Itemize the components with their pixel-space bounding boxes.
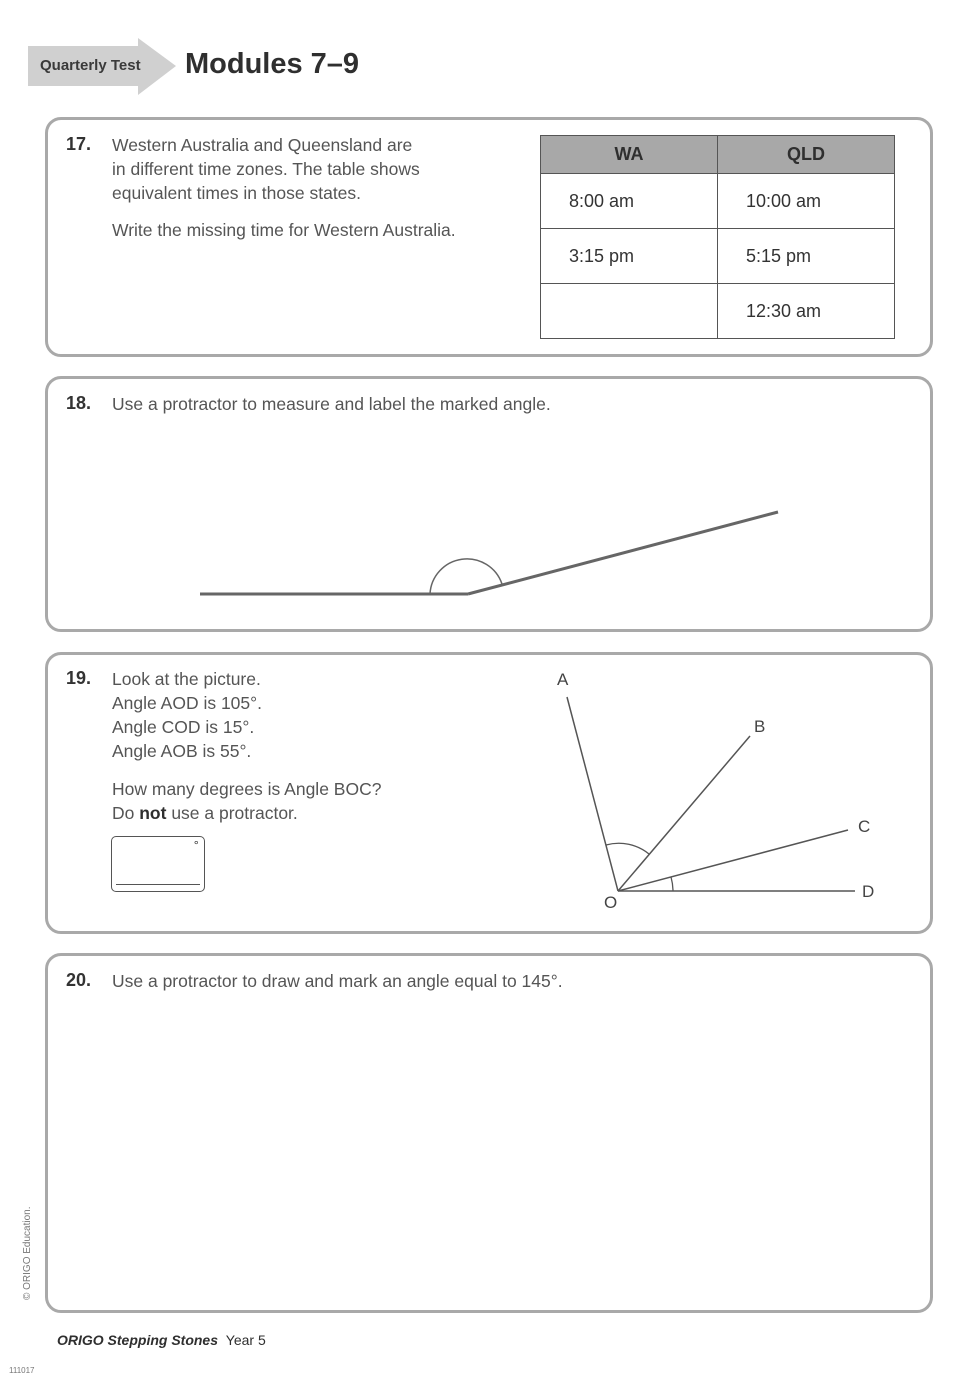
degree-symbol: ° bbox=[193, 839, 199, 852]
label-o: O bbox=[604, 893, 618, 912]
question-20-box[interactable] bbox=[45, 953, 933, 1313]
table-cell: 3:15 pm bbox=[541, 229, 718, 284]
q17-instruction: Write the missing time for Western Australia. bbox=[112, 220, 456, 240]
q19-note: Do not use a protractor. bbox=[112, 803, 298, 823]
arc-cod bbox=[671, 877, 673, 891]
question-19-number: 19. bbox=[66, 668, 92, 688]
question-20-text: Use a protractor to draw and mark an angle equal to 145°. bbox=[112, 971, 563, 991]
q17-line: equivalent times in those states. bbox=[112, 183, 362, 203]
label-d: D bbox=[862, 882, 875, 901]
header-tag: Quarterly Test bbox=[40, 57, 141, 74]
q19-line: Angle COD is 15°. bbox=[112, 717, 255, 737]
q17-line: in different time zones. The table shows bbox=[112, 159, 420, 179]
ray-oc bbox=[618, 830, 848, 891]
q19-line: Look at the picture. bbox=[112, 669, 261, 689]
angle-answer-box[interactable] bbox=[111, 836, 205, 892]
footer-brand bbox=[57, 1332, 266, 1348]
copyright-notice: © ORIGO Education. bbox=[22, 1206, 33, 1300]
question-17-number: 17. bbox=[66, 134, 92, 154]
arc-aob bbox=[606, 843, 649, 854]
brand-name: ORIGO Stepping Stones bbox=[57, 1332, 219, 1348]
q19-note-emphasis: not bbox=[139, 803, 167, 823]
label-b: B bbox=[754, 717, 766, 736]
q19-line: Angle AOB is 55°. bbox=[112, 741, 252, 761]
table-cell: 10:00 am bbox=[718, 174, 895, 229]
label-a: A bbox=[557, 670, 569, 689]
page-title: Modules 7–9 bbox=[185, 48, 360, 80]
page-code: 111017 bbox=[9, 1366, 35, 1375]
question-19-text bbox=[112, 667, 381, 825]
question-18-number: 18. bbox=[66, 393, 92, 413]
q17-line: Western Australia and Queensland are bbox=[112, 135, 413, 155]
column-header-qld: QLD bbox=[718, 136, 895, 174]
question-20-number: 20. bbox=[66, 970, 92, 990]
marked-angle-diagram[interactable] bbox=[0, 0, 978, 640]
ray-oa bbox=[567, 697, 618, 891]
table-cell: 8:00 am bbox=[541, 174, 718, 229]
year-level: Year 5 bbox=[225, 1332, 266, 1348]
column-header-wa: WA bbox=[541, 136, 718, 174]
table-cell: 5:15 pm bbox=[718, 229, 895, 284]
ray-ob bbox=[618, 736, 750, 891]
question-18-text: Use a protractor to measure and label the marked angle. bbox=[112, 394, 551, 414]
label-c: C bbox=[858, 817, 871, 836]
angle-rays-diagram bbox=[540, 660, 900, 920]
answer-line bbox=[116, 884, 200, 885]
q19-line: Angle AOD is 105°. bbox=[112, 693, 262, 713]
angle-ray-inclined bbox=[468, 512, 778, 594]
table-cell: 12:30 am bbox=[718, 284, 895, 339]
q19-question: How many degrees is Angle BOC? bbox=[112, 779, 382, 799]
